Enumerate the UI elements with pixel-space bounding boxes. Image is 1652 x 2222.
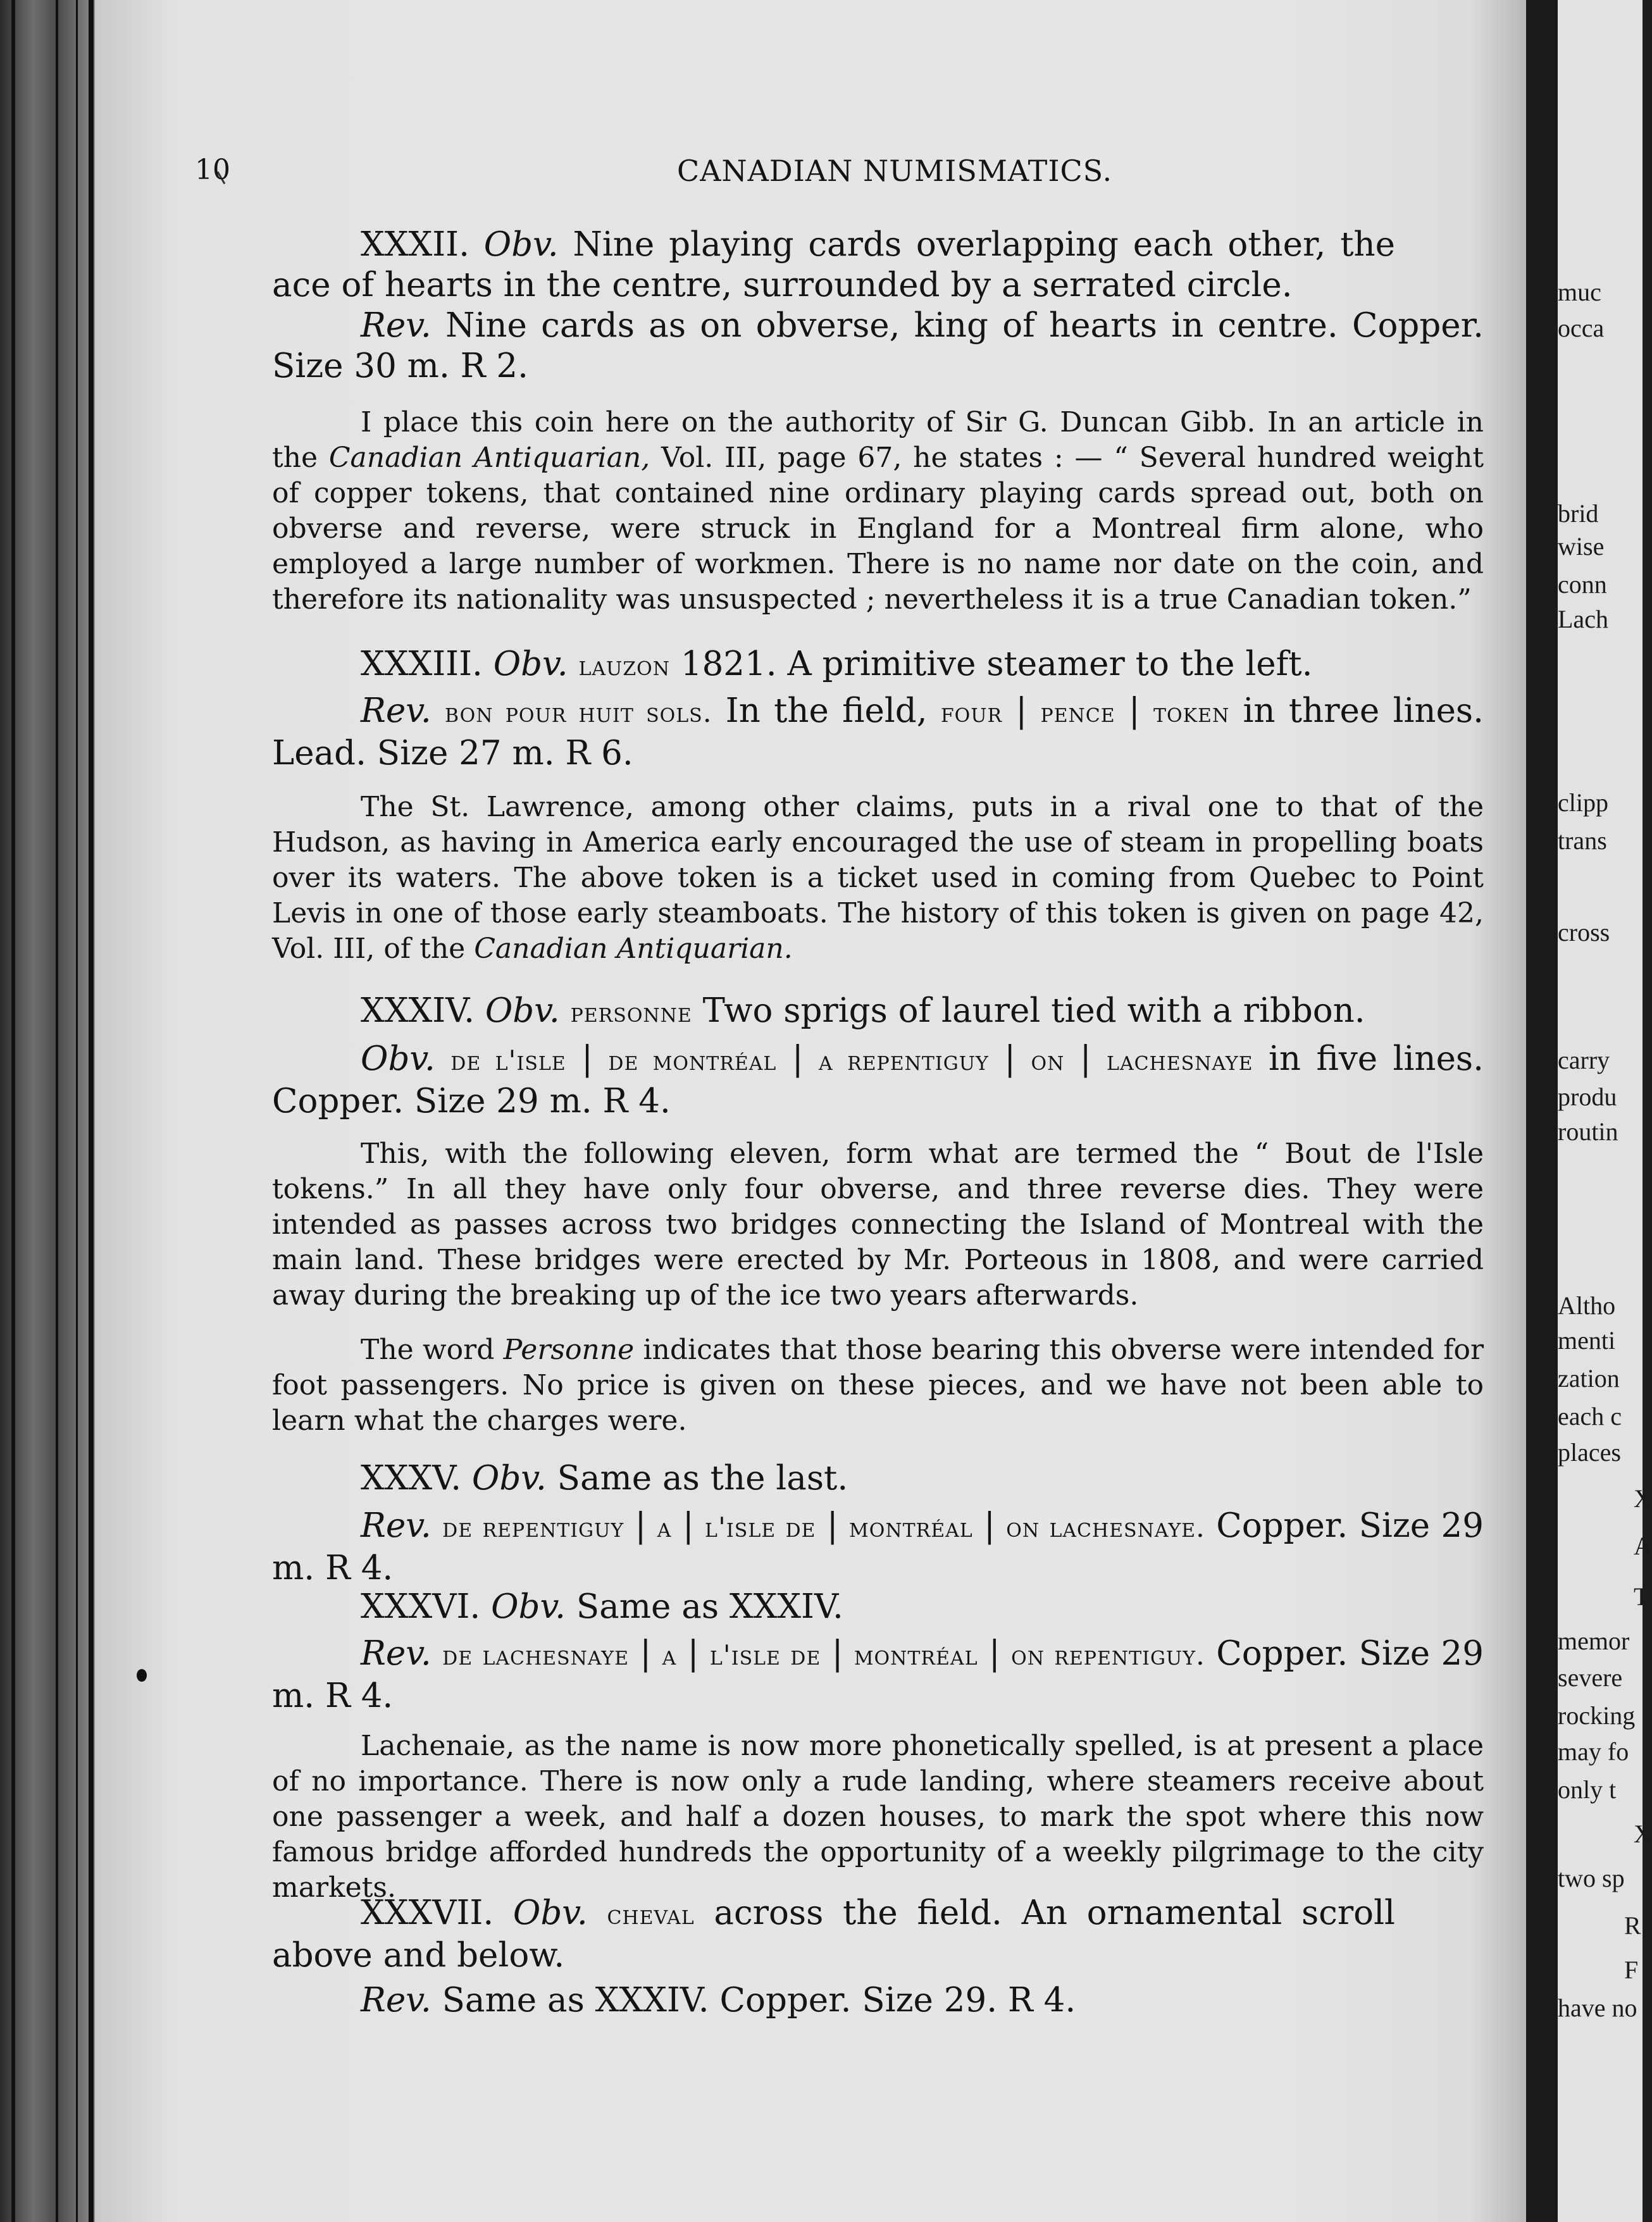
obverse-text: Nine playing cards overlapping each other, the ace of hearts in the centre, surrounded by a serrated circle. (272, 225, 1396, 304)
adjacent-text: two sp (1558, 1864, 1625, 1892)
legend: on lachesnaye. (1006, 1512, 1205, 1544)
entry-number: XXXVI. (361, 1587, 492, 1626)
legend: montréal (854, 1640, 978, 1672)
entry-number: XXXII. (361, 225, 484, 264)
legend: a repentiguy (819, 1045, 989, 1077)
reverse-label: Rev. (361, 692, 432, 730)
adjacent-text: F (1624, 1956, 1639, 1984)
page-number: 10 (195, 154, 230, 186)
entry-number: XXXIV. (361, 991, 485, 1030)
entry-number: XXXVII. (361, 1894, 513, 1932)
reverse-text: in five lines. Copper. Size 29 m. R 4. (272, 1040, 1484, 1120)
entry-xxxvii-obverse (272, 1893, 1395, 1976)
entry-xxxiv-note (272, 1136, 1484, 1313)
obverse-label: Obv. (483, 225, 559, 264)
adjacent-text: X (1634, 1484, 1652, 1513)
adjacent-text: menti (1558, 1326, 1616, 1355)
note-text: Lachenaie, as the name is now more phonetically spelled, is at present a place of no importance. There is now only a rude landing, where steamers receive about one passenger a week, and half a dozen houses, to mark the spot where this now famous bridge afforded hundreds the opportunity of a weekly pilgrimage to the city markets. (272, 1730, 1484, 1904)
binding-line (11, 0, 15, 2222)
obverse-label: Obv. (512, 1894, 588, 1932)
entry-xxxiv-reverse (272, 1039, 1484, 1122)
reverse-text: Same as XXXIV. Copper. Size 29. R 4. (431, 1981, 1076, 2020)
separator: | (978, 1634, 1012, 1673)
separator: | (1064, 1040, 1107, 1078)
adjacent-text: memor (1558, 1627, 1630, 1655)
obverse-text: across the field. An ornamental scroll above and below. (272, 1894, 1395, 1975)
note-text: indicates that those bearing this obverse were intended for foot passengers. No price is given on these pieces, and we have not been able to learn what the charges were. (272, 1334, 1484, 1437)
legend: four (940, 697, 1003, 729)
obverse-text (560, 991, 571, 1030)
adjacent-text: have no (1558, 1994, 1637, 2022)
entry-xxxii-note (272, 405, 1484, 618)
entry-xxxvi-note (272, 1729, 1484, 1906)
reverse-text: In the field, (712, 692, 941, 730)
adjacent-text: Altho (1558, 1291, 1616, 1320)
adjacent-text: cross (1558, 918, 1610, 947)
obverse-text: Same as XXXIV. (566, 1587, 843, 1626)
separator: | (776, 1040, 819, 1078)
adjacent-text: A (1634, 1532, 1652, 1560)
binding-line (89, 0, 94, 2222)
separator: | (816, 1506, 850, 1545)
legend: montréal (849, 1512, 973, 1544)
entry-xxxii-reverse (272, 306, 1484, 387)
reverse-text (432, 1506, 442, 1545)
obverse-text: Same as the last. (546, 1459, 848, 1498)
note-text: I place this coin here on the authority of Sir G. Duncan Gibb. In an article in the (272, 406, 1484, 474)
adjacent-text: clipp (1558, 788, 1608, 817)
note-text: Vol. III, page 67, he states : — “ Several hundred weight of copper tokens, that contained nine ordinary playing cards spread out, both on obverse and reverse, were struck in England for a Montreal firm alone, who employed a large number of workmen. There is no name nor date on the coin, and therefore its nationality was unsuspected ; nevertheless it is a true Canadian token.” (272, 442, 1484, 616)
legend: l'isle de (709, 1640, 821, 1672)
obverse-label: Obv. (493, 645, 568, 683)
separator: | (676, 1634, 710, 1673)
legend: a (657, 1512, 672, 1544)
obverse-label: Obv. (485, 991, 560, 1030)
page-gutter (1526, 0, 1558, 2222)
obverse-text: 1821. A primitive steamer to the left. (670, 645, 1313, 683)
entry-xxxiv-note-2 (272, 1332, 1484, 1439)
note-citation: Canadian Antiquarian, (328, 442, 650, 474)
entry-xxxiii-obverse (272, 644, 1395, 686)
entry-xxxvi-obverse (272, 1587, 1395, 1627)
reverse-label: Rev. (361, 306, 432, 345)
adjacent-text: severe (1558, 1663, 1623, 1692)
reverse-text (435, 1040, 450, 1078)
adjacent-text: each c (1558, 1402, 1622, 1431)
adjacent-page (1558, 0, 1652, 2222)
running-head: CANADIAN NUMISMATICS. (677, 154, 1113, 188)
legend: personne (570, 997, 692, 1029)
adjacent-text: R (1624, 1911, 1641, 1940)
separator: | (988, 1040, 1031, 1078)
binding-line (56, 0, 58, 2222)
legend: cheval (607, 1899, 695, 1931)
reverse-text: in three lines. Lead. Size 27 m. R 6. (272, 692, 1484, 773)
entry-xxxii-obverse (272, 225, 1395, 306)
adjacent-text: routin (1558, 1117, 1618, 1146)
adjacent-text: conn (1558, 570, 1607, 599)
obverse-text: Two sprigs of laurel tied with a ribbon. (692, 991, 1365, 1030)
reverse-label: Rev. (361, 1981, 432, 2020)
adjacent-text: Lach (1558, 605, 1608, 633)
note-text: The St. Lawrence, among other claims, puts in a rival one to that of the Hudson, as having in America early encouraged the use of steam in propelling boats over its waters. The above token is a ticket used in coming from Quebec to Point Levis in one of those early steamboats. The history of this token is given on page 42, Vol. III, of the (272, 791, 1484, 965)
entry-number: XXXV. (361, 1459, 472, 1498)
adjacent-text: carry (1558, 1046, 1610, 1074)
separator: | (566, 1040, 609, 1078)
legend: on repentiguy. (1011, 1640, 1205, 1672)
legend: de lachesnaye (442, 1640, 629, 1672)
entry-xxxiv-obverse (272, 991, 1395, 1033)
note-text: This, with the following eleven, form what are termed the “ Bout de l'Isle tokens.” In all they have only four obverse, and three reverse dies. They were intended as passes across two bridges connecting the Island of Montreal with the main land. These bridges were erected by Mr. Porteous in 1808, and were carried away during the breaking up of the ice two years afterwards. (272, 1138, 1484, 1312)
reverse-label: Obv. (361, 1040, 435, 1078)
legend: de l'isle (450, 1045, 566, 1077)
legend: on (1031, 1045, 1065, 1077)
adjacent-text: X (1634, 1820, 1652, 1848)
entry-xxxv-obverse (272, 1458, 1395, 1499)
adjacent-text: wise (1558, 532, 1605, 561)
obverse-label: Obv. (491, 1587, 566, 1626)
book-binding (0, 0, 95, 2222)
adjacent-text: brid (1558, 499, 1599, 528)
reverse-label: Rev. (361, 1634, 432, 1673)
obverse-text (588, 1894, 607, 1932)
adjacent-text: rocking (1558, 1701, 1636, 1730)
reverse-text: Nine cards as on obverse, king of hearts in centre. Copper. Size 30 m. R 2. (272, 306, 1484, 385)
reverse-text (432, 1634, 442, 1673)
adjacent-text: places (1558, 1438, 1621, 1467)
separator: | (821, 1634, 854, 1673)
adjacent-text: zation (1558, 1364, 1620, 1393)
binding-line (76, 0, 78, 2222)
separator: | (624, 1506, 657, 1545)
obverse-text (568, 645, 579, 683)
legend: pence (1040, 697, 1115, 729)
legend: l'isle de (705, 1512, 816, 1544)
legend: de repentiguy (442, 1512, 624, 1544)
separator: | (1002, 692, 1041, 730)
reverse-label: Rev. (361, 1506, 432, 1545)
obverse-label: Obv. (471, 1459, 547, 1498)
legend: token (1153, 697, 1230, 729)
entry-number: XXXIII. (361, 645, 494, 683)
separator: | (1115, 692, 1154, 730)
adjacent-text: muc (1558, 278, 1601, 306)
entry-xxxvi-reverse (272, 1634, 1484, 1716)
separator: | (629, 1634, 662, 1673)
note-italic-word: Personne (503, 1334, 635, 1366)
entry-xxxiii-reverse (272, 691, 1484, 774)
legend: a (662, 1640, 677, 1672)
legend: lauzon (578, 650, 671, 682)
adjacent-text: may fo (1558, 1737, 1629, 1766)
adjacent-text: produ (1558, 1083, 1617, 1111)
adjacent-text: only t (1558, 1775, 1617, 1804)
reverse-text: Copper. Size 29 m. R 4. (272, 1634, 1484, 1715)
entry-xxxiii-note (272, 790, 1484, 967)
entry-xxxv-reverse (272, 1506, 1484, 1589)
note-text: The word (361, 1334, 504, 1366)
adjacent-text: occa (1558, 314, 1605, 342)
legend: bon pour huit sols. (445, 697, 712, 729)
adjacent-text: trans (1558, 826, 1607, 855)
separator: | (671, 1506, 705, 1545)
adjacent-text: T (1634, 1582, 1649, 1611)
separator: | (972, 1506, 1007, 1545)
reverse-text: Copper. Size 29 m. R 4. (272, 1506, 1484, 1587)
note-citation: Canadian Antiquarian. (474, 933, 793, 965)
reverse-text (432, 692, 445, 730)
legend: de montréal (608, 1045, 777, 1077)
legend: lachesnaye (1107, 1045, 1253, 1077)
ink-spot (137, 1669, 147, 1682)
entry-xxxvii-reverse (272, 1980, 1484, 2021)
